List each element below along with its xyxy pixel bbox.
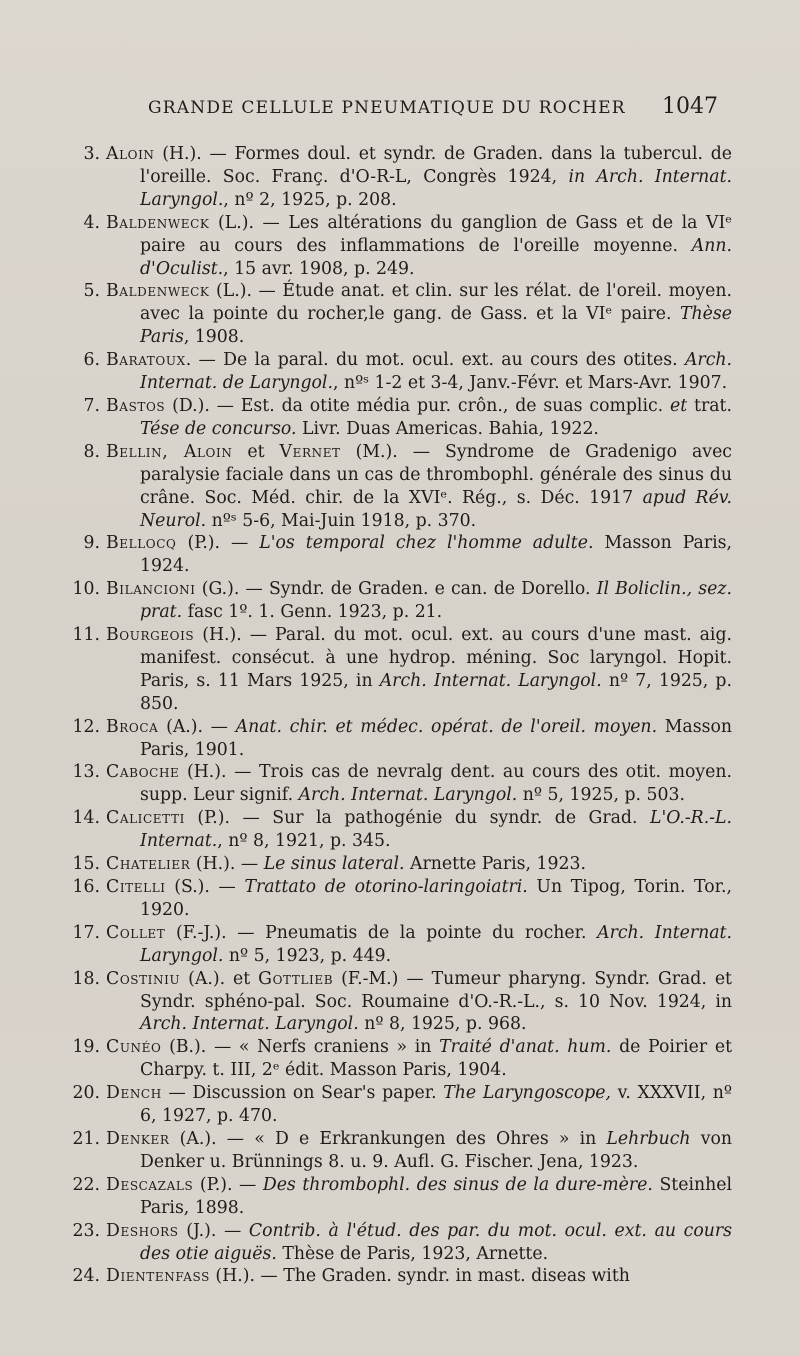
reference-entry xyxy=(64,1082,732,1128)
reference-number: 6. xyxy=(83,350,100,371)
reference-number: 4. xyxy=(83,212,100,233)
reference-author: Gottlieb xyxy=(258,968,334,989)
reference-text xyxy=(106,1128,732,1174)
reference-number: 18. xyxy=(72,968,100,989)
reference-segment: , nºˢ 1-2 et 3-4, Janv.-Févr. et Mars-Avr. 1907. xyxy=(332,373,728,394)
reference-author: Bellin, Aloin xyxy=(106,441,233,462)
reference-author: Denker xyxy=(106,1128,170,1149)
reference-number: 22. xyxy=(72,1174,100,1195)
reference-italic-title: Arch. Internat. Laryngol. xyxy=(379,670,602,691)
reference-author: Baldenweck xyxy=(106,212,210,233)
reference-entry xyxy=(64,578,732,624)
reference-segment: nºˢ 5-6, Mai-Juin 1918, p. 370. xyxy=(206,510,477,531)
reference-entry xyxy=(64,280,732,349)
reference-segment: nº 7, 1925, p. 850. xyxy=(140,670,732,714)
reference-entry xyxy=(64,1265,732,1288)
reference-author: Bellocq xyxy=(106,533,177,554)
reference-text xyxy=(106,853,732,876)
reference-segment: (J.). — xyxy=(178,1220,249,1241)
header-title: GRANDE CELLULE PNEUMATIQUE DU ROCHER xyxy=(148,98,626,118)
reference-segment: Arnette Paris, 1923. xyxy=(404,854,586,875)
reference-segment: nº 5, 1923, p. 449. xyxy=(223,945,392,966)
reference-segment: (M.). — Syndrome de Gradenigo avec paralysie faciale dans un cas de thrombophl. générale des sinus du crâne. Soc. Méd. chir. de la XVIᵉ. Rég., s. Déc. 1917 xyxy=(140,441,732,508)
reference-segment: Thèse de Paris, 1923, Arnette. xyxy=(276,1243,549,1264)
reference-number: 9. xyxy=(83,533,100,554)
reference-italic-title: Anat. chir. et médec. opérat. de l'oreil. moyen. xyxy=(235,716,658,737)
reference-entry xyxy=(64,716,732,762)
reference-italic-title: Ann. d'Oculist. xyxy=(140,235,732,279)
reference-number: 14. xyxy=(72,808,100,829)
reference-text xyxy=(106,1220,732,1266)
reference-number: 19. xyxy=(72,1037,100,1058)
reference-number: 20. xyxy=(72,1083,100,1104)
reference-text xyxy=(106,532,732,578)
reference-author: Broca xyxy=(106,716,159,737)
reference-segment: nº 8, 1925, p. 968. xyxy=(358,1014,527,1035)
reference-text xyxy=(106,1036,732,1082)
reference-italic-title: Traité d'anat. hum. xyxy=(439,1037,612,1058)
reference-entry xyxy=(64,1174,732,1220)
reference-number: 13. xyxy=(72,762,100,783)
reference-entry xyxy=(64,1220,732,1266)
reference-italic-title: Trattato de otorino-laringoiatri. xyxy=(244,877,528,897)
reference-number: 16. xyxy=(72,877,100,897)
reference-number: 5. xyxy=(83,281,100,302)
reference-italic-title: Arch. Internat. Laryngol. xyxy=(140,922,732,966)
reference-segment: (A.). — xyxy=(158,716,236,737)
reference-entry xyxy=(64,761,732,807)
reference-segment: , nº 8, 1921, p. 345. xyxy=(217,831,391,852)
reference-segment: (H.). — xyxy=(190,854,264,875)
reference-segment: trat. xyxy=(687,395,732,416)
reference-author: Collet xyxy=(106,922,166,943)
reference-segment: (P.). — xyxy=(176,533,260,554)
reference-segment: (F.-J.). — Pneumatis de la pointe du rocher. xyxy=(165,922,598,943)
reference-entry xyxy=(64,876,732,922)
reference-segment: , 15 avr. 1908, p. 249. xyxy=(223,258,415,279)
reference-segment: von Denker u. Brünnings 8. u. 9. Aufl. G. Fischer. Jena, 1923. xyxy=(140,1128,732,1172)
reference-text xyxy=(106,624,732,716)
reference-number: 10. xyxy=(72,579,100,600)
reference-number: 24. xyxy=(72,1266,100,1287)
reference-text xyxy=(106,212,732,281)
reference-author: Baratoux xyxy=(106,350,186,371)
reference-entry xyxy=(64,441,732,533)
reference-italic-title: Arch. Internat. Laryngol. xyxy=(298,785,518,806)
reference-segment: Un Tipog, Torin. Tor., 1920. xyxy=(140,877,732,920)
reference-segment: (H.). — The Graden. syndr. in mast. diseas with xyxy=(209,1266,630,1287)
reference-author: Citelli xyxy=(106,877,166,897)
reference-entry xyxy=(64,349,732,395)
reference-segment: , 1908. xyxy=(183,327,245,348)
reference-author: Costiniu xyxy=(106,968,181,989)
reference-segment: de Poirier et Charpy. t. III, 2ᵉ édit. Masson Paris, 1904. xyxy=(140,1037,733,1081)
reference-segment: (P.). — xyxy=(193,1174,263,1195)
reference-text xyxy=(106,1174,732,1220)
reference-segment: (A.). et xyxy=(180,968,259,989)
reference-entry xyxy=(64,532,732,578)
reference-italic-title: Contrib. à l'étud. des par. du mot. ocul. ext. au cours des otie aiguës. xyxy=(140,1220,732,1264)
reference-text xyxy=(106,1265,732,1288)
reference-segment: (B.). — « Nerfs craniens » in xyxy=(161,1037,440,1058)
reference-author: Bourgeois xyxy=(106,625,195,646)
reference-segment: (H.). — Paral. du mot. ocul. ext. au cours d'une mast. aig. manifest. consécut. à une hydrop. méning. Soc laryngol. Hopit. Paris, s. 11 Mars 1925, in xyxy=(140,625,732,691)
reference-italic-title: Thèse Paris xyxy=(140,304,732,348)
reference-text xyxy=(106,441,732,533)
reference-italic-title: The Laryngoscope, xyxy=(443,1083,611,1104)
reference-italic-title: Lehrbuch xyxy=(606,1128,691,1149)
reference-text xyxy=(106,1082,732,1128)
reference-italic-title: Arch. Internat. Laryngol. xyxy=(140,1014,359,1035)
reference-entry xyxy=(64,853,732,876)
reference-italic-title: Il Boliclin., sez. prat. xyxy=(140,579,732,623)
reference-entry xyxy=(64,807,732,853)
reference-segment: (A.). — « D e Erkrankungen des Ohres » in xyxy=(169,1128,607,1149)
reference-author: Cunéo xyxy=(106,1037,162,1058)
page-number: 1047 xyxy=(662,94,718,119)
reference-number: 23. xyxy=(72,1220,100,1241)
reference-segment: nº 5, 1925, p. 503. xyxy=(517,785,686,806)
reference-author: Vernet xyxy=(279,441,341,462)
reference-segment: — Discussion on Sear's paper. xyxy=(161,1083,444,1104)
reference-segment: Steinhel Paris, 1898. xyxy=(140,1174,733,1218)
reference-author: Dench xyxy=(106,1083,162,1104)
reference-author: Deshors xyxy=(106,1220,179,1241)
reference-segment: (F.-M.) — Tumeur pharyng. Syndr. Grad. et Syndr. sphéno-pal. Soc. Roumaine d'O.-R.-L., s. 10 Nov. 1924, in xyxy=(140,968,732,1012)
reference-number: 12. xyxy=(72,716,100,737)
reference-text xyxy=(106,761,732,807)
running-header xyxy=(148,94,718,119)
reference-segment: fasc 1º. 1. Genn. 1923, p. 21. xyxy=(182,602,443,623)
reference-author: Chatelier xyxy=(106,854,191,875)
reference-number: 7. xyxy=(83,395,100,416)
reference-list xyxy=(64,143,732,1288)
reference-italic-title: et xyxy=(670,395,688,416)
reference-text xyxy=(106,922,732,968)
reference-text xyxy=(106,395,732,441)
reference-segment: (L.). — Les altérations du ganglion de Gass et de la VIᵉ paire au cours des inflammations de l'oreille moyenne. xyxy=(140,212,732,256)
reference-entry xyxy=(64,968,732,1037)
reference-entry xyxy=(64,1036,732,1082)
reference-segment: (H.). — Trois cas de nevralg dent. au cours des otit. moyen. supp. Leur signif. xyxy=(140,762,732,806)
reference-text xyxy=(106,807,732,853)
reference-entry xyxy=(64,212,732,281)
reference-italic-title: in Arch. Internat. Laryngol. xyxy=(140,166,733,210)
reference-italic-title: Arch. Internat. de Laryngol. xyxy=(140,350,732,394)
reference-number: 15. xyxy=(72,854,100,875)
reference-italic-title: Tése de concurso. xyxy=(140,418,297,439)
reference-text xyxy=(106,280,732,349)
reference-segment: et xyxy=(232,441,280,462)
reference-entry xyxy=(64,624,732,716)
reference-italic-title: apud Rév. Neurol. xyxy=(140,487,732,531)
reference-text xyxy=(106,968,732,1037)
reference-author: Aloin xyxy=(106,144,155,164)
reference-number: 17. xyxy=(72,922,100,943)
reference-entry xyxy=(64,1128,732,1174)
reference-author: Caboche xyxy=(106,762,180,783)
reference-segment: (S.). — xyxy=(165,877,245,897)
reference-author: Dientenfass xyxy=(106,1266,210,1287)
reference-segment: Livr. Duas Americas. Bahia, 1922. xyxy=(296,418,599,439)
reference-author: Calicetti xyxy=(106,808,185,829)
reference-segment: (H.). — Formes doul. et syndr. de Graden. dans la tubercul. de l'oreille. Soc. Franç. d'O-R-L, Congrès 1924, xyxy=(140,144,732,187)
reference-text xyxy=(106,876,732,922)
reference-segment: v. XXXVII, nº 6, 1927, p. 470. xyxy=(140,1083,732,1127)
reference-italic-title: L'os temporal chez l'homme adulte. xyxy=(259,533,594,554)
reference-italic-title: L'O.-R.-L. Internat. xyxy=(140,808,732,852)
reference-author: Baldenweck xyxy=(106,281,210,302)
reference-segment: Masson Paris, 1901. xyxy=(140,716,732,760)
reference-entry xyxy=(64,143,732,212)
reference-segment: (G.). — Syndr. de Graden. e can. de Dorello. xyxy=(195,579,597,600)
reference-author: Descazals xyxy=(106,1174,194,1195)
reference-entry xyxy=(64,922,732,968)
reference-segment: (D.). — Est. da otite média pur. crôn., de suas complic. xyxy=(165,395,671,416)
reference-number: 3. xyxy=(83,144,100,164)
reference-text xyxy=(106,349,732,395)
reference-number: 11. xyxy=(72,625,100,646)
reference-number: 21. xyxy=(72,1128,100,1149)
reference-number: 8. xyxy=(83,441,100,462)
reference-segment: , nº 2, 1925, p. 208. xyxy=(223,189,397,210)
reference-segment: (P.). — Sur la pathogénie du syndr. de Grad. xyxy=(184,808,650,829)
reference-text xyxy=(106,578,732,624)
reference-text xyxy=(106,716,732,762)
reference-italic-title: Le sinus lateral. xyxy=(263,854,405,875)
reference-text xyxy=(106,143,732,212)
reference-segment: . — De la paral. du mot. ocul. ext. au cours des otites. xyxy=(185,350,685,371)
reference-author: Bastos xyxy=(106,395,166,416)
reference-segment: Masson Paris, 1924. xyxy=(140,533,732,577)
reference-italic-title: Des thrombophl. des sinus de la dure-mère. xyxy=(262,1174,653,1195)
reference-author: Bilancioni xyxy=(106,579,196,600)
reference-segment: (L.). — Étude anat. et clin. sur les rélat. de l'oreil. moyen. avec la pointe du rocher,le gang. de Gass. et la VIᵉ paire. xyxy=(140,281,732,325)
reference-entry xyxy=(64,395,732,441)
